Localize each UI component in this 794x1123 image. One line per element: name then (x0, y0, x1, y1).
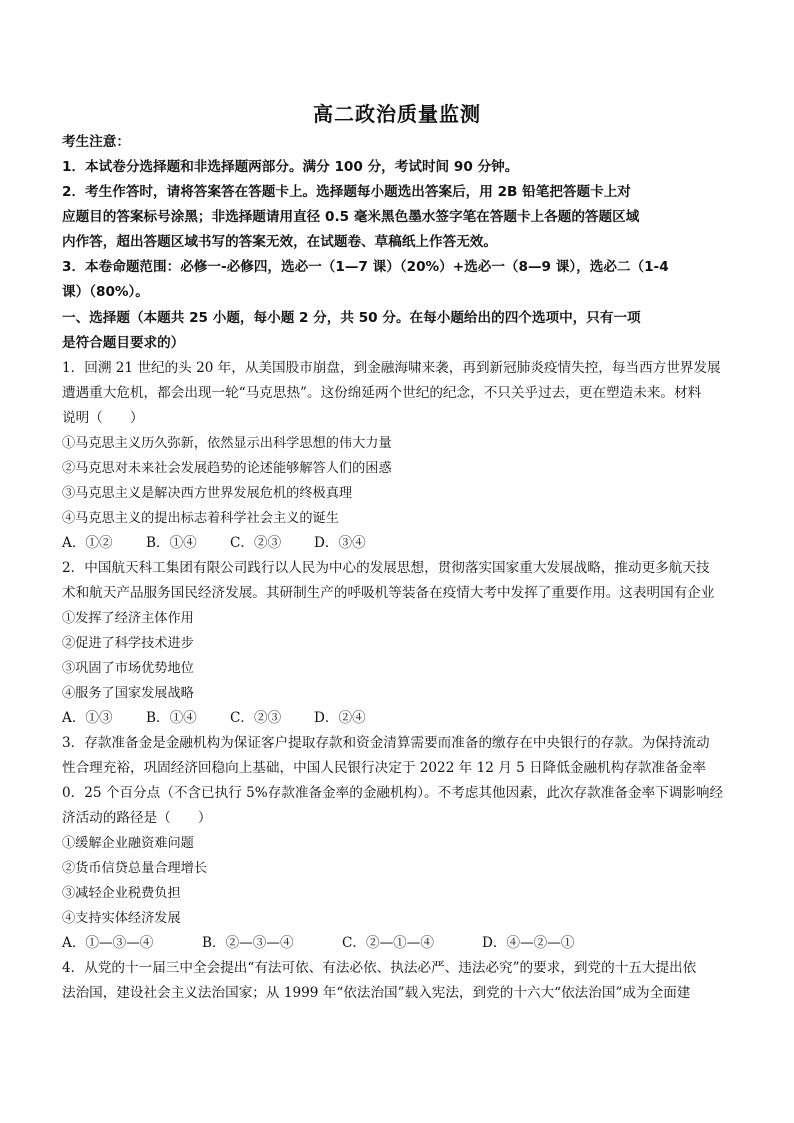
q2-stem: 2．中国航天科工集团有限公司践行以人民为中心的发展思想，贯彻落实国家重大发展战略，推动更多航天技 (62, 560, 710, 576)
q1-option: ①马克思主义历久弥新，依然显示出科学思想的伟大力量 (62, 436, 392, 451)
q1-choice-a: A．①② (62, 535, 113, 551)
q3-option: ②货币信贷总量合理增长 (62, 861, 208, 876)
notice-line: 3．本卷命题范围：必修一-必修四，选必一（1—7 课）（20%）+选必一（8—9 课），选必二（1-4 (62, 259, 669, 275)
q3-choice-c: C．②—①—④ (342, 935, 434, 951)
q3-stem: 0．25 个百分点（不含已执行 5%存款准备金率的金融机构）。不考虑其他因素，此次存款准备金率下调影响经 (62, 785, 724, 801)
q1-option: ④马克思主义的提出标志着科学社会主义的诞生 (62, 511, 339, 526)
q3-option: ④支持实体经济发展 (62, 911, 181, 926)
q3-option: ①缓解企业融资难问题 (62, 836, 194, 851)
q2-option: ④服务了国家发展战略 (62, 686, 194, 701)
q2-option: ①发挥了经济主体作用 (62, 611, 194, 626)
q1-choice-c: C．②③ (230, 535, 282, 551)
q4-stem: 4．从党的十一届三中全会提出“有法可依、有法必依、执法必严、违法必究”的要求，到党的十五大提出依 (62, 960, 697, 976)
q3-choices (62, 931, 622, 956)
q1-choice-b: B．①④ (146, 535, 197, 551)
notice-line: 2．考生作答时，请将答案答在答题卡上。选择题每小题选出答案后，用 2B 铅笔把答题卡上对 (62, 184, 631, 200)
q3-option: ③减轻企业税费负担 (62, 886, 181, 901)
q1-stem: 遭遇重大危机，都会出现一轮“马克思热”。这份绵延两个世纪的纪念，不只关乎过去，更在塑造未来。材料 (62, 385, 702, 401)
q1-stem: 1．回溯 21 世纪的头 20 年，从美国股市崩盘，到金融海啸来袭，再到新冠肺炎疫情失控，每当西方世界发展 (62, 360, 721, 376)
q2-stem: 术和航天产品服务国民经济发展。其研制生产的呼吸机等装备在疫情大考中发挥了重要作用。这表明国有企业 (62, 585, 715, 601)
notice-heading: 考生注意： (62, 134, 130, 150)
notice-line: 课）（80%）。 (62, 284, 149, 300)
q3-stem: 3．存款准备金是金融机构为保证客户提取存款和资金清算需要而准备的缴存在中央银行的存款。为保持流动 (62, 735, 710, 751)
q2-choice-c: C．②③ (230, 710, 282, 726)
section-heading: 一、选择题（本题共 25 小题，每小题 2 分，共 50 分。在每小题给出的四个选项中，只有一项 (62, 310, 641, 326)
section-heading: 是符合题目要求的） (62, 335, 185, 351)
q3-choice-d: D．④—②—① (482, 935, 575, 951)
notice-line: 应题目的答案标号涂黑；非选择题请用直径 0.5 毫米黑色墨水签字笔在答题卡上各题的答题区域 (62, 209, 640, 225)
q2-choice-d: D．②④ (314, 710, 366, 726)
q3-stem: 济活动的路径是（ ） (62, 810, 212, 826)
page-title: 高二政治质量监测 (313, 102, 481, 126)
notice-line: 1．本试卷分选择题和非选择题两部分。满分 100 分，考试时间 90 分钟。 (62, 159, 519, 175)
q3-stem: 性合理充裕，巩固经济回稳向上基础，中国人民银行决定于 2022 年 12 月 5 日降低金融机构存款准备金率 (62, 760, 706, 776)
q1-option: ③马克思主义是解决西方世界发展危机的终极真理 (62, 486, 353, 501)
q1-choices (62, 531, 398, 556)
q1-choice-d: D．③④ (314, 535, 366, 551)
q2-choices (62, 706, 398, 731)
q2-choice-b: B．①④ (146, 710, 197, 726)
q4-stem: 法治国，建设社会主义法治国家；从 1999 年“依法治国”载入宪法，到党的十六大“依法治国”成为全面建 (62, 985, 691, 1001)
q2-choice-a: A．①③ (62, 710, 113, 726)
q2-option: ②促进了科学技术进步 (62, 636, 194, 651)
q1-stem: 说明（ ） (62, 410, 144, 426)
q3-choice-b: B．②—③—④ (202, 935, 294, 951)
notice-line: 内作答，超出答题区域书写的答案无效，在试题卷、草稿纸上作答无效。 (62, 234, 497, 250)
q1-option: ②马克思对未来社会发展趋势的论述能够解答人们的困惑 (62, 461, 392, 476)
q2-option: ③巩固了市场优势地位 (62, 661, 194, 676)
q3-choice-a: A．①—③—④ (62, 935, 154, 951)
